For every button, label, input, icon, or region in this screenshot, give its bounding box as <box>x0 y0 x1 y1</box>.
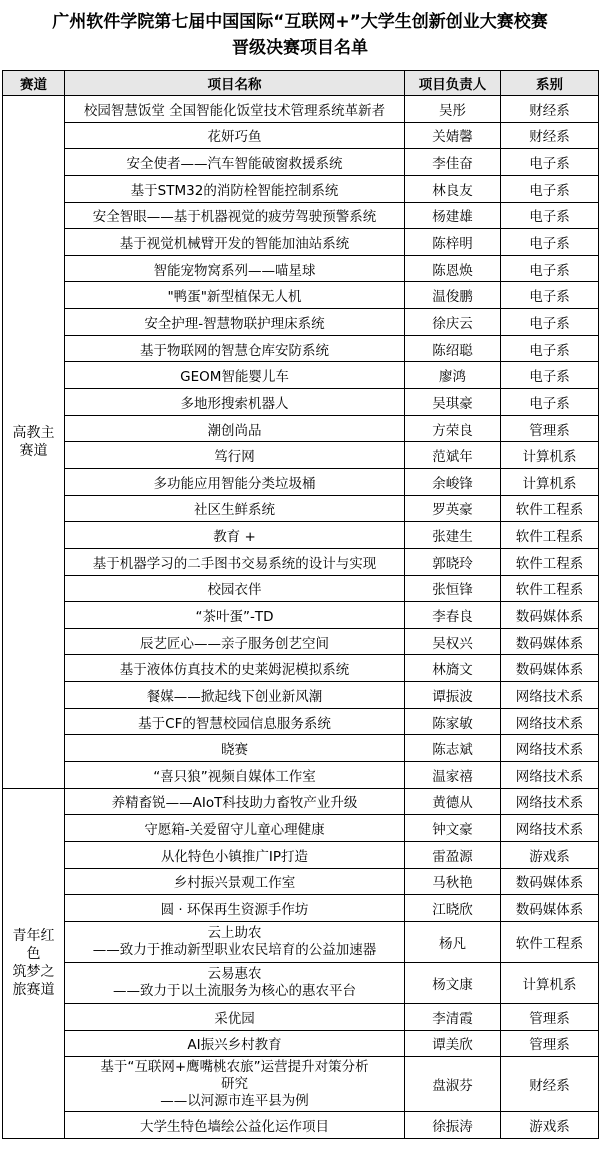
leader-cell: 余峻锋 <box>405 468 501 495</box>
table-row <box>3 495 599 522</box>
table-row <box>3 442 599 469</box>
table-row <box>3 282 599 309</box>
dept-cell: 网络技术系 <box>501 815 599 842</box>
project-name-line: “喜只狼”视频自媒体工作室 <box>153 768 316 785</box>
dept-cell: 电子系 <box>501 335 599 362</box>
leader-cell: 温俊鹏 <box>405 282 501 309</box>
table-row <box>3 762 599 789</box>
dept-cell: 计算机系 <box>501 962 599 1003</box>
project-name-line: 校园智慧饭堂 全国智能化饭堂技术管理系统革新者 <box>83 102 386 119</box>
table-row <box>3 921 599 962</box>
project-name-line: 智能宠物窝系列——喵星球 <box>153 262 316 279</box>
table-row <box>3 655 599 682</box>
dept-cell: 电子系 <box>501 149 599 176</box>
project-name-line: 校园衣伴 <box>207 582 262 599</box>
track-name-cell <box>3 96 65 789</box>
project-name-line: 笃行网 <box>214 449 255 466</box>
dept-cell: 软件工程系 <box>501 522 599 549</box>
project-name-cell <box>65 1003 405 1030</box>
title-line-2: 晋级决赛项目名单 <box>232 38 368 58</box>
project-name-line: 基于STM32的消防栓智能控制系统 <box>130 182 339 199</box>
leader-cell: 方荣良 <box>405 415 501 442</box>
leader-cell: 吴权兴 <box>405 628 501 655</box>
project-name-line: 大学生特色墙绘公益化运作项目 <box>140 1118 329 1135</box>
header-dept: 系别 <box>501 71 599 96</box>
project-name-cell <box>65 442 405 469</box>
leader-cell: 林良友 <box>405 175 501 202</box>
leader-cell: 杨凡 <box>405 921 501 962</box>
project-name-cell <box>65 202 405 229</box>
leader-cell: 李春良 <box>405 602 501 629</box>
table-header-row <box>3 71 599 96</box>
project-name-cell <box>65 389 405 416</box>
leader-cell: 吴琪豪 <box>405 389 501 416</box>
project-name-line: 采优园 <box>214 1010 255 1027</box>
dept-cell: 网络技术系 <box>501 708 599 735</box>
dept-cell: 软件工程系 <box>501 548 599 575</box>
dept-cell: 网络技术系 <box>501 788 599 815</box>
leader-cell: 徐振涛 <box>405 1112 501 1139</box>
title-line-1: 广州软件学院第七届中国国际“互联网+”大学生创新创业大赛校赛 <box>52 12 548 32</box>
table-body <box>3 96 599 1139</box>
project-name-cell <box>65 682 405 709</box>
table-row <box>3 389 599 416</box>
project-name-cell <box>65 122 405 149</box>
table-row <box>3 468 599 495</box>
project-name-cell <box>65 229 405 256</box>
table-row <box>3 788 599 815</box>
project-name-line: 乡村振兴景观工作室 <box>173 875 296 892</box>
table-row <box>3 815 599 842</box>
dept-cell: 电子系 <box>501 389 599 416</box>
project-name-cell <box>65 868 405 895</box>
leader-cell: 黄德从 <box>405 788 501 815</box>
project-name-cell <box>65 468 405 495</box>
table-row <box>3 175 599 202</box>
track-name-cell <box>3 788 65 1138</box>
leader-cell: 温家禧 <box>405 762 501 789</box>
project-name-cell <box>65 815 405 842</box>
leader-cell: 张建生 <box>405 522 501 549</box>
leader-cell: 郭晓玲 <box>405 548 501 575</box>
table-row <box>3 96 599 123</box>
leader-cell: 雷盈源 <box>405 841 501 868</box>
project-name-cell <box>65 335 405 362</box>
project-name-line: GEOM智能婴儿车 <box>180 369 289 386</box>
project-name-cell <box>65 175 405 202</box>
finalist-table <box>2 70 599 1139</box>
header-track: 赛道 <box>3 71 65 96</box>
table-row <box>3 735 599 762</box>
table-row <box>3 362 599 389</box>
dept-cell: 软件工程系 <box>501 495 599 522</box>
project-name-cell <box>65 309 405 336</box>
project-name-cell <box>65 255 405 282</box>
project-name-line: 基于液体仿真技术的史莱姆泥模拟系统 <box>119 662 350 679</box>
table-row <box>3 309 599 336</box>
project-name-cell <box>65 362 405 389</box>
project-name-cell <box>65 548 405 575</box>
project-name-cell <box>65 921 405 962</box>
leader-cell: 李清霞 <box>405 1003 501 1030</box>
leader-cell: 杨建雄 <box>405 202 501 229</box>
track-name-line: 高教主 <box>12 424 55 441</box>
leader-cell: 李佳奋 <box>405 149 501 176</box>
dept-cell: 电子系 <box>501 175 599 202</box>
project-name-line: ——致力于推动新型职业农民培育的公益加速器 <box>92 941 377 958</box>
project-name-line: 研究 <box>221 1075 248 1092</box>
dept-cell: 数码媒体系 <box>501 655 599 682</box>
project-name-line: 云易惠农 <box>207 965 262 982</box>
dept-cell: 计算机系 <box>501 468 599 495</box>
table-row <box>3 602 599 629</box>
table-row <box>3 708 599 735</box>
table-row <box>3 149 599 176</box>
project-name-cell <box>65 282 405 309</box>
table-row <box>3 415 599 442</box>
project-name-cell <box>65 495 405 522</box>
project-name-cell <box>65 1057 405 1112</box>
project-name-line: “茶叶蛋”-TD <box>195 608 274 625</box>
dept-cell: 管理系 <box>501 1030 599 1057</box>
project-name-line: 安全护理-智慧物联护理床系统 <box>144 315 325 332</box>
table-row <box>3 1057 599 1112</box>
project-name-line: 餐媒——掀起线下创业新风潮 <box>146 688 323 705</box>
project-name-line: 云上助农 <box>207 924 262 941</box>
project-name-cell <box>65 1112 405 1139</box>
dept-cell: 游戏系 <box>501 1112 599 1139</box>
project-name-cell <box>65 708 405 735</box>
project-name-line: ——以河源市连平县为例 <box>160 1092 309 1109</box>
leader-cell: 罗英豪 <box>405 495 501 522</box>
leader-cell: 陈志斌 <box>405 735 501 762</box>
table-row <box>3 1112 599 1139</box>
leader-cell: 马秋艳 <box>405 868 501 895</box>
track-name-line: 旅赛道 <box>12 982 55 999</box>
project-name-cell <box>65 762 405 789</box>
dept-cell: 电子系 <box>501 282 599 309</box>
dept-cell: 游戏系 <box>501 841 599 868</box>
dept-cell: 数码媒体系 <box>501 602 599 629</box>
dept-cell: 电子系 <box>501 362 599 389</box>
table-row <box>3 255 599 282</box>
leader-cell: 陈家敏 <box>405 708 501 735</box>
leader-cell: 杨文康 <box>405 962 501 1003</box>
project-name-cell <box>65 522 405 549</box>
project-name-line: 基于“互联网+鹰嘴桃农旅”运营提升对策分析 <box>100 1058 369 1075</box>
table-row <box>3 628 599 655</box>
project-name-line: 辰艺匠心——亲子服务创艺空间 <box>140 635 329 652</box>
project-name-cell <box>65 415 405 442</box>
project-name-line: 花妍巧鱼 <box>207 129 262 146</box>
project-name-cell <box>65 788 405 815</box>
dept-cell: 网络技术系 <box>501 735 599 762</box>
leader-cell: 林旖文 <box>405 655 501 682</box>
project-name-line: 圆 · 环保再生资源手作坊 <box>160 902 309 919</box>
project-name-line: 安全使者——汽车智能破窗救援系统 <box>126 156 343 173</box>
leader-cell: 关婧馨 <box>405 122 501 149</box>
dept-cell: 电子系 <box>501 229 599 256</box>
table-row <box>3 335 599 362</box>
track-name-line: 色 <box>26 946 41 963</box>
project-name-cell <box>65 96 405 123</box>
dept-cell: 网络技术系 <box>501 762 599 789</box>
document-title <box>0 0 600 61</box>
project-name-cell <box>65 895 405 922</box>
table-row <box>3 841 599 868</box>
project-name-cell <box>65 655 405 682</box>
leader-cell: 谭振波 <box>405 682 501 709</box>
leader-cell: 吴彤 <box>405 96 501 123</box>
header-project: 项目名称 <box>65 71 405 96</box>
project-name-line: ——致力于以土流服务为核心的惠农平台 <box>113 982 356 999</box>
leader-cell: 陈恩焕 <box>405 255 501 282</box>
project-name-cell <box>65 149 405 176</box>
leader-cell: 谭美欣 <box>405 1030 501 1057</box>
project-name-line: 基于物联网的智慧仓库安防系统 <box>140 342 329 359</box>
table-row <box>3 202 599 229</box>
project-name-cell <box>65 841 405 868</box>
dept-cell: 电子系 <box>501 202 599 229</box>
table-row <box>3 1003 599 1030</box>
table-row <box>3 522 599 549</box>
project-name-line: 多功能应用智能分类垃圾桶 <box>153 475 316 492</box>
project-name-line: AI振兴乡村教育 <box>187 1037 282 1054</box>
dept-cell: 数码媒体系 <box>501 868 599 895</box>
header-leader: 项目负责人 <box>405 71 501 96</box>
leader-cell: 陈绍聪 <box>405 335 501 362</box>
project-name-line: 守愿箱-关爱留守儿童心理健康 <box>144 822 325 839</box>
table-row <box>3 895 599 922</box>
leader-cell: 钟文豪 <box>405 815 501 842</box>
project-name-line: 潮创尚品 <box>207 422 262 439</box>
table-row <box>3 575 599 602</box>
leader-cell: 盘淑芬 <box>405 1057 501 1112</box>
dept-cell: 财经系 <box>501 96 599 123</box>
project-name-line: 教育 + <box>213 529 256 546</box>
dept-cell: 计算机系 <box>501 442 599 469</box>
track-name-line: 筑梦之 <box>12 964 55 981</box>
project-name-line: 社区生鲜系统 <box>194 502 275 519</box>
dept-cell: 软件工程系 <box>501 575 599 602</box>
project-name-line: "鸭蛋"新型植保无人机 <box>167 289 302 306</box>
leader-cell: 陈梓明 <box>405 229 501 256</box>
project-name-line: 多地形搜索机器人 <box>180 395 289 412</box>
project-name-cell <box>65 735 405 762</box>
dept-cell: 网络技术系 <box>501 682 599 709</box>
leader-cell: 张恒锋 <box>405 575 501 602</box>
dept-cell: 管理系 <box>501 1003 599 1030</box>
table-row <box>3 122 599 149</box>
table-row <box>3 1030 599 1057</box>
dept-cell: 管理系 <box>501 415 599 442</box>
track-name-line: 赛道 <box>19 442 48 459</box>
table-row <box>3 229 599 256</box>
project-name-line: 养精畜锐——AIoT科技助力畜牧产业升级 <box>111 795 358 812</box>
dept-cell: 电子系 <box>501 309 599 336</box>
dept-cell: 软件工程系 <box>501 921 599 962</box>
leader-cell: 范斌年 <box>405 442 501 469</box>
project-name-cell <box>65 1030 405 1057</box>
dept-cell: 财经系 <box>501 1057 599 1112</box>
dept-cell: 财经系 <box>501 122 599 149</box>
project-name-cell <box>65 962 405 1003</box>
table-row <box>3 868 599 895</box>
project-name-line: 晓赛 <box>221 742 248 759</box>
table-row <box>3 962 599 1003</box>
project-name-cell <box>65 575 405 602</box>
track-name-line: 青年红 <box>12 928 55 945</box>
project-name-line: 基于视觉机械臂开发的智能加油站系统 <box>119 236 350 253</box>
leader-cell: 廖鸿 <box>405 362 501 389</box>
dept-cell: 电子系 <box>501 255 599 282</box>
project-name-cell <box>65 602 405 629</box>
project-name-line: 安全智眼——基于机器视觉的疲劳驾驶预警系统 <box>92 209 377 226</box>
table-row <box>3 682 599 709</box>
dept-cell: 数码媒体系 <box>501 628 599 655</box>
leader-cell: 江晓欣 <box>405 895 501 922</box>
dept-cell: 数码媒体系 <box>501 895 599 922</box>
project-name-cell <box>65 628 405 655</box>
table-row <box>3 548 599 575</box>
project-name-line: 基于CF的智慧校园信息服务系统 <box>138 715 331 732</box>
project-name-line: 从化特色小镇推广IP打造 <box>160 848 309 865</box>
project-name-line: 基于机器学习的二手图书交易系统的设计与实现 <box>92 555 377 572</box>
leader-cell: 徐庆云 <box>405 309 501 336</box>
